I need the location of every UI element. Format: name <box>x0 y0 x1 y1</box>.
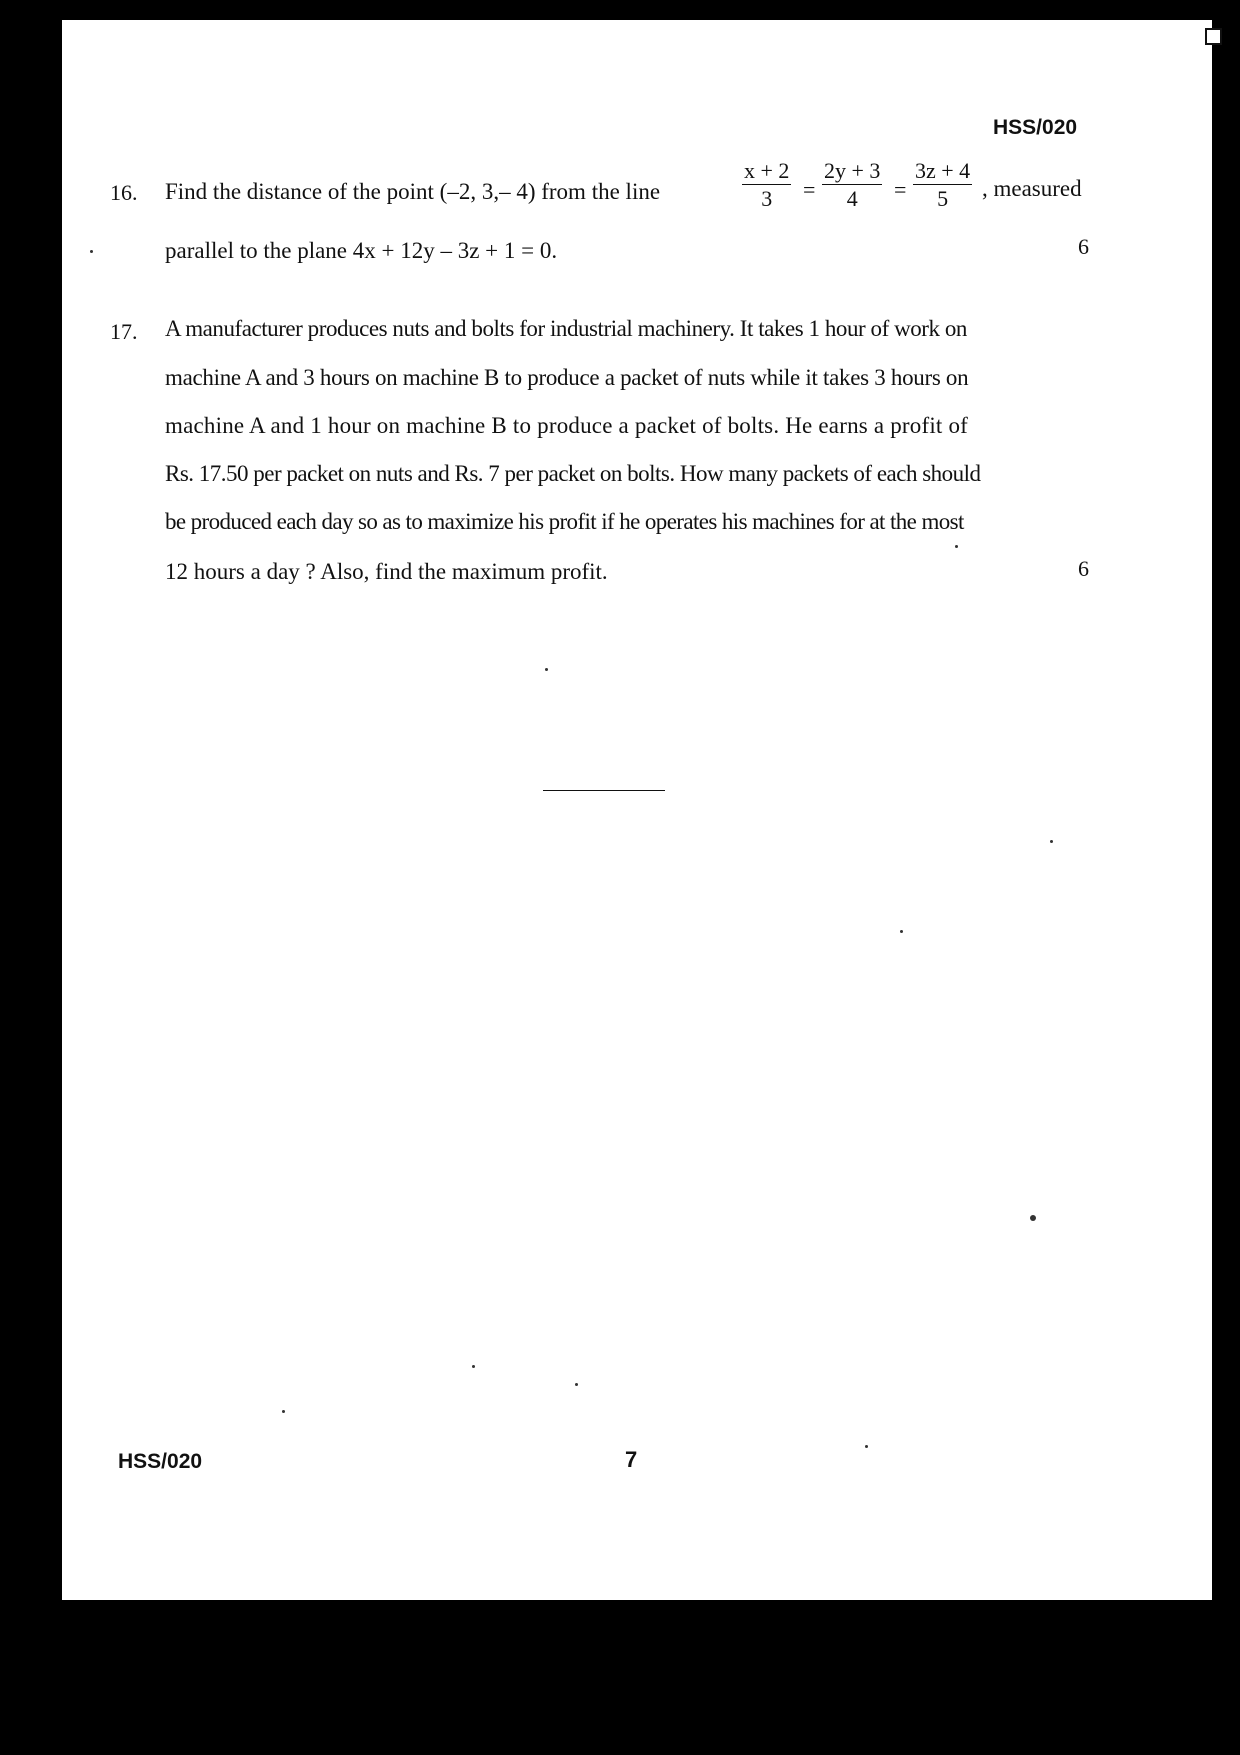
scan-speck <box>282 1410 285 1413</box>
scan-speck <box>1030 1215 1036 1221</box>
equals-sign: = <box>894 177 907 202</box>
scan-speck <box>900 930 903 933</box>
question-text-line: be produced each day so as to maximize his profit if he operates his machines for at the most <box>165 509 964 534</box>
equals-sign: = <box>803 177 816 202</box>
marks: 6 <box>1078 234 1089 259</box>
fraction-x: $\frac{x + 2}{3}$ <box>744 158 790 211</box>
page-number: 7 <box>625 1447 638 1472</box>
fraction-y: $\frac{2y + 3}{4}$ <box>824 158 881 211</box>
scan-speck <box>865 1445 868 1448</box>
corner-mark <box>1205 28 1222 45</box>
scan-speck <box>90 250 93 253</box>
question-text-line: A manufacturer produces nuts and bolts for industrial machinery. It takes 1 hour of work on <box>165 316 967 341</box>
scan-speck <box>472 1365 475 1368</box>
scan-speck <box>1050 840 1053 843</box>
question-text-line: Find the distance of the point (–2, 3,– 4) from the line <box>165 179 661 204</box>
question-text-line: 12 hours a day ? Also, find the maximum profit. <box>165 559 608 584</box>
end-of-paper-rule <box>543 790 665 791</box>
scan-speck <box>545 668 548 671</box>
question-number: 16. <box>110 180 138 205</box>
question-text-line: Rs. 17.50 per packet on nuts and Rs. 7 per packet on bolts. How many packets of each should <box>165 461 981 486</box>
fraction-z: $\frac{3z + 4}{5}$ <box>915 158 971 211</box>
scan-speck <box>575 1383 578 1386</box>
question-text-line: machine A and 1 hour on machine B to produce a packet of bolts. He earns a profit of <box>165 413 969 438</box>
footer-paper-code: HSS/020 <box>118 1450 203 1473</box>
header-paper-code: HSS/020 <box>993 116 1078 139</box>
question-text-line: parallel to the plane 4x + 12y – 3z + 1 = 0. <box>165 238 558 263</box>
question-text-line: , measured <box>982 176 1082 201</box>
question-text-line: machine A and 3 hours on machine B to produce a packet of nuts while it takes 3 hours on <box>165 365 969 390</box>
question-number: 17. <box>110 319 138 344</box>
scan-speck <box>955 545 958 548</box>
marks: 6 <box>1078 556 1089 581</box>
